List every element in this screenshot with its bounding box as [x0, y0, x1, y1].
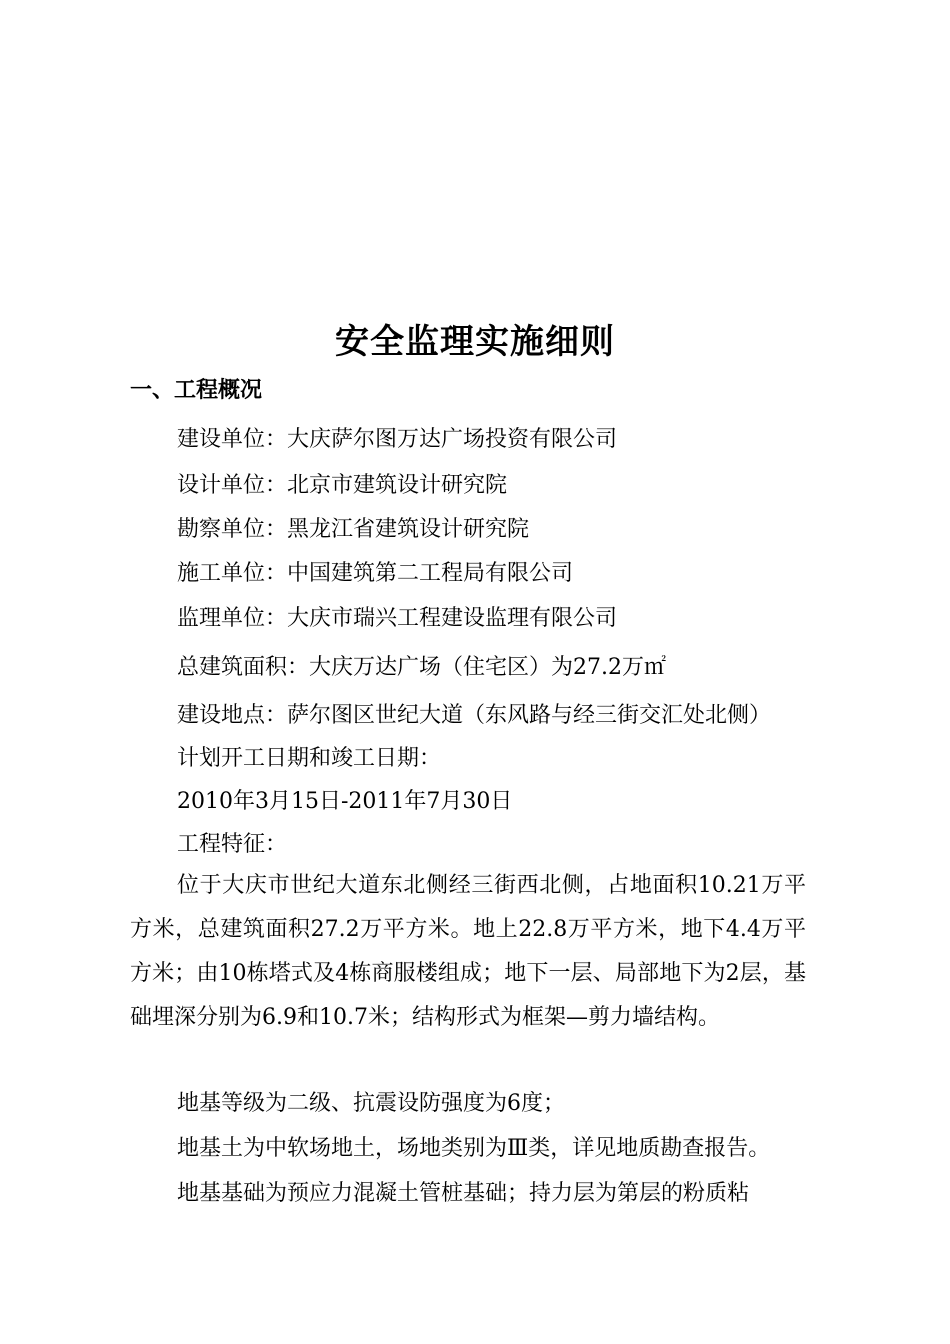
info-line-surveyor: 勘察单位：黑龙江省建筑设计研究院 — [177, 517, 530, 542]
info-line-contractor: 施工单位：中国建筑第二工程局有限公司 — [177, 561, 574, 586]
info-line-total-area: 总建筑面积：大庆万达广场（住宅区）为27.2万㎡ — [177, 655, 666, 680]
paragraph-foundation-type: 地基基础为预应力混凝土管桩基础；持力层为第层的粉质粘 — [177, 1181, 750, 1206]
paragraph-project-features: 位于大庆市世纪大道东北侧经三街西北侧，占地面积10.21万平方米，总建筑面积27.2万平方米。地上22.8万平方米，地下4.4万平方米；由10栋塔式及4栋商服楼组成；地下一层、局部地下为2层，基础埋深分别为6.9和10.7米；结构形式为框架—剪力墙结构。 — [130, 873, 806, 1030]
info-line-features-label: 工程特征： — [177, 832, 288, 857]
info-line-developer: 建设单位：大庆萨尔图万达广场投资有限公司 — [177, 427, 618, 452]
info-line-schedule-label: 计划开工日期和竣工日期： — [177, 746, 442, 771]
info-line-supervisor: 监理单位：大庆市瑞兴工程建设监理有限公司 — [177, 606, 618, 631]
info-line-schedule-dates: 2010年3月15日-2011年7月30日 — [177, 789, 513, 814]
info-line-designer: 设计单位：北京市建筑设计研究院 — [177, 473, 508, 498]
info-line-location: 建设地点：萨尔图区世纪大道（东风路与经三街交汇处北侧） — [177, 703, 772, 728]
document-title: 安全监理实施细则 — [335, 322, 615, 362]
paragraph-foundation-grade: 地基等级为二级、抗震设防强度为6度； — [177, 1091, 565, 1116]
section-heading-project-overview: 一、工程概况 — [130, 378, 263, 403]
paragraph-soil-type: 地基土为中软场地土，场地类别为Ⅲ类，详见地质勘查报告。 — [177, 1136, 771, 1161]
